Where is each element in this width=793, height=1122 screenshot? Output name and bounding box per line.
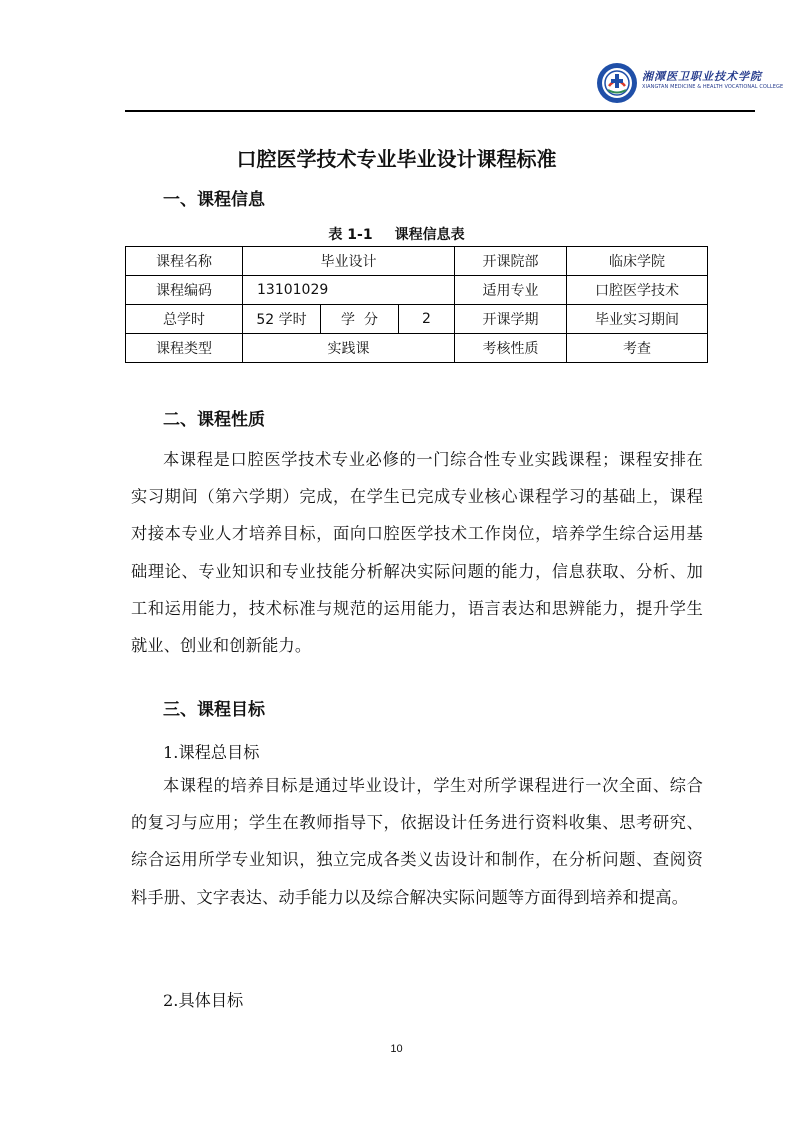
college-seal-icon (596, 62, 638, 104)
table-cell: 考核性质 (455, 334, 567, 363)
table-cell: 适用专业 (455, 276, 567, 305)
subheading-specific-goals: 2.具体目标 (163, 991, 244, 1010)
course-nature-paragraph: 本课程是口腔医学技术专业必修的一门综合性专业实践课程；课程安排在实习期间（第六学期）完成，在学生已完成专业核心课程学习的基础上，课程对接本专业人才培养目标，面向口腔医学技术工作岗位，培养学生综合运用基础理论、专业知识和专业技能分析解决实际问题的能力，信息获取、分析、加工和运用能力，技术标准与规范的运用能力，语言表达和思辨能力，提升学生就业、创业和创新能力。 (131, 450, 703, 656)
table-cell: 实践课 (243, 334, 455, 363)
table-cell: 毕业设计 (243, 247, 455, 276)
table-row (126, 334, 708, 363)
page-number: 10 (390, 1043, 403, 1055)
table-cell: 学 分 (321, 305, 399, 334)
table-cell: 2 (399, 305, 455, 334)
logo-english-name: XIANGTAN MEDICINE & HEALTH VOCATIONAL COLLEGE (642, 84, 784, 90)
course-info-table (125, 246, 708, 363)
table-cell: 开课学期 (455, 305, 567, 334)
table-cell: 课程类型 (126, 334, 243, 363)
table-cell: 毕业实习期间 (567, 305, 708, 334)
table-cell: 52 学时 (243, 305, 321, 334)
table-row (126, 247, 708, 276)
table-cell: 13101029 (243, 276, 455, 305)
table-caption (0, 224, 793, 244)
table-cell: 总学时 (126, 305, 243, 334)
table-row (126, 305, 708, 334)
header-divider (125, 110, 755, 112)
table-cell: 临床学院 (567, 247, 708, 276)
section-heading-course-nature: 二、课程性质 (163, 410, 265, 430)
overall-goal-paragraph: 本课程的培养目标是通过毕业设计，学生对所学课程进行一次全面、综合的复习与应用；学生在教师指导下，依据设计任务进行资料收集、思考研究、综合运用所学专业知识，独立完成各类义齿设计和制作，在分析问题、查阅资料手册、文字表达、动手能力以及综合解决实际问题等方面得到培养和提高。 (131, 776, 703, 907)
logo-chinese-name: 湘潭医卫职业技术学院 (642, 70, 762, 83)
table-cell: 考查 (567, 334, 708, 363)
table-caption-number: 表 1-1 (328, 227, 373, 243)
section-heading-course-goals: 三、课程目标 (163, 700, 265, 720)
table-cell: 课程编码 (126, 276, 243, 305)
subheading-overall-goal: 1.课程总目标 (163, 743, 260, 762)
table-row (126, 276, 708, 305)
table-caption-title: 课程信息表 (394, 227, 465, 243)
document-title: 口腔医学技术专业毕业设计课程标准 (236, 147, 557, 171)
table-cell: 开课院部 (455, 247, 567, 276)
section-heading-course-info: 一、课程信息 (163, 190, 265, 210)
table-cell: 口腔医学技术 (567, 276, 708, 305)
college-logo (596, 62, 793, 110)
table-cell: 课程名称 (126, 247, 243, 276)
